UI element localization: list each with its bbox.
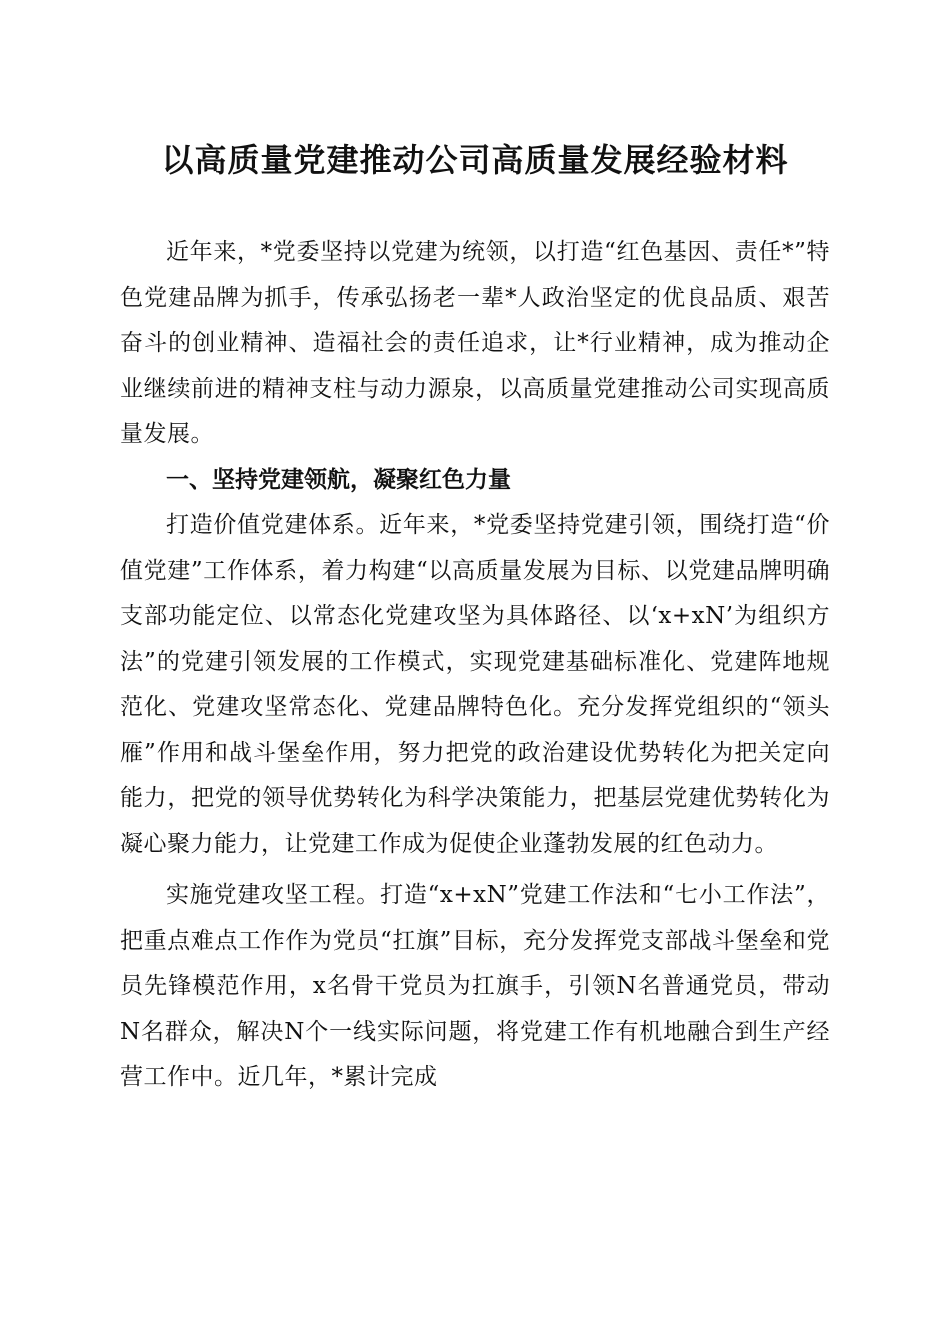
intro-paragraph: 近年来，*党委坚持以党建为统领，以打造“红色基因、责任*”特色党建品牌为抓手，传承弘扬老一辈*人政治坚定的优良品质、艰苦奋斗的创业精神、造福社会的责任追求，让*行业精神，成为推动企业继续前进的精神支柱与动力源泉，以高质量党建推动公司实现高质量发展。 [120,239,830,447]
document-title: 以高质量党建推动公司高质量发展经验材料 [161,141,789,179]
section-heading-1: 一、坚持党建领航，凝聚红色力量 [166,466,511,493]
document-body [120,230,830,1101]
body-paragraph-party-building-project: 实施党建攻坚工程。打造“x+xN”党建工作法和“七小工作法”，把重点难点工作作为党员“扛旗”目标，充分发挥党支部战斗堡垒和党员先锋模范作用，x名骨干党员为扛旗手，引领N名普通党员，带动N名群众，解决N个一线实际问题，将党建工作有机地融合到生产经营工作中。近几年，*累计完成 [120,882,830,1090]
body-paragraph-value-party-building: 打造价值党建体系。近年来，*党委坚持党建引领，围绕打造“价值党建”工作体系，着力构建“以高质量发展为目标、以党建品牌明确支部功能定位、以常态化党建攻坚为具体路径、以‘x+xN’为组织方法”的党建引领发展的工作模式，实现党建基础标准化、党建阵地规范化、党建攻坚常态化、党建品牌特色化。充分发挥党组织的“领头雁”作用和战斗堡垒作用，努力把党的政治建设优势转化为把关定向能力，把党的领导优势转化为科学决策能力，把基层党建优势转化为凝心聚力能力，让党建工作成为促使企业蓬勃发展的红色动力。 [120,512,830,857]
